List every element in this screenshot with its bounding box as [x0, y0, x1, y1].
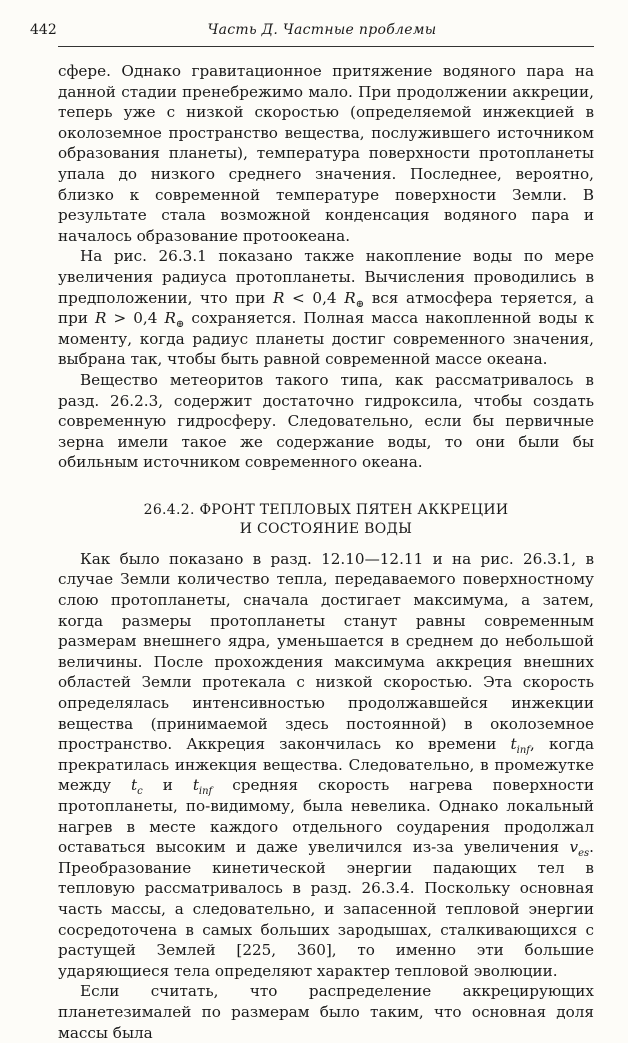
section-heading: 26.4.2. ФРОНТ ТЕПЛОВЫХ ПЯТЕН АККРЕЦИИ И СОСТОЯНИЕ ВОДЫ	[143, 501, 509, 537]
running-head: Часть Д. Частные проблемы	[207, 22, 437, 38]
earth-symbol: ⊕	[355, 298, 365, 310]
section-paragraph-2: Если считать, что распределение аккрецирующих планетезималей по размерам было таким, что основная доля массы была	[58, 982, 594, 1042]
page-body	[58, 61, 594, 1043]
page-number: 442	[30, 22, 57, 38]
radius-symbol: R	[272, 288, 285, 307]
paragraph-2: На рис. 26.3.1 показано также накопление воды по мере увеличения радиуса протопланеты. Вычисления проводились в предположении, что при R < 0,4 $R_\oplus$ вся атмосфера теряется, а при R > 0,4 $R_\oplus$ сохраняется. Полная масса накопленной воды к моменту, когда радиус планеты достиг современного значения, выбрана так, чтобы быть равной современной массе океана.	[58, 247, 594, 369]
paragraph-1: сфере. Однако гравитационное притяжение водяного пара на данной стадии пренебрежимо мало. При продолжении аккреции, теперь уже с низкой скоростью (определяемой инжекцией в околоземное пространство вещества, послужившего источником образования планеты), температура поверхности протопланеты упала до низкого среднего значения. Последнее, вероятно, близко к современной температуре поверхности Земли. В результате стала возможной конденсация водяного пара и началось образование протоокеана.	[58, 62, 594, 245]
section-paragraph-1: Как было показано в разд. 12.10—12.11 и на рис. 26.3.1, в случае Земли количество тепла, передаваемого поверхностному слою протопланеты, сначала достигает максимума, а затем, когда размеры протопланеты станут равны современным размерам внешнего ядра, уменьшается в среднем до небольшой величины. После прохождения максимума аккреция внешних областей Земли протекала с низкой скоростью. Эта скорость определялась интенсивностью продолжавшейся инжекции вещества (принимаемой здесь постоянной) в околоземное пространство. Аккреция закончилась ко времени $t_{inf}$, когда прекратилась инжекция вещества. Следовательно, в промежутке между $t_c$ и $t_{inf}$ средняя скорость нагрева поверхности протопланеты, по-видимому, была невелика. Однако локальный нагрев в месте каждого отдельного соударения продолжал оставаться высоким и даже увеличился из-за увеличения $v_{es}$. Преобразование кинетической энергии падающих тел в тепловую рассматривалось в разд. 26.3.4. Поскольку основная часть массы, а следовательно, и запасенной тепловой энергии сосредоточена в самых больших зародышах, сталкивающихся с растущей Землей [225, 360], то именно эти большие ударяющиеся тела определяют характер тепловой эволюции.	[58, 549, 595, 980]
page-header	[30, 22, 594, 47]
paragraph-3: Вещество метеоритов такого типа, как рассматривалось в разд. 26.2.3, содержит достаточно гидроксила, чтобы создать современную гидросферу. Следовательно, если бы первичные зерна имели такое же содержание воды, то они были бы обильным источником современного океана.	[58, 370, 594, 472]
